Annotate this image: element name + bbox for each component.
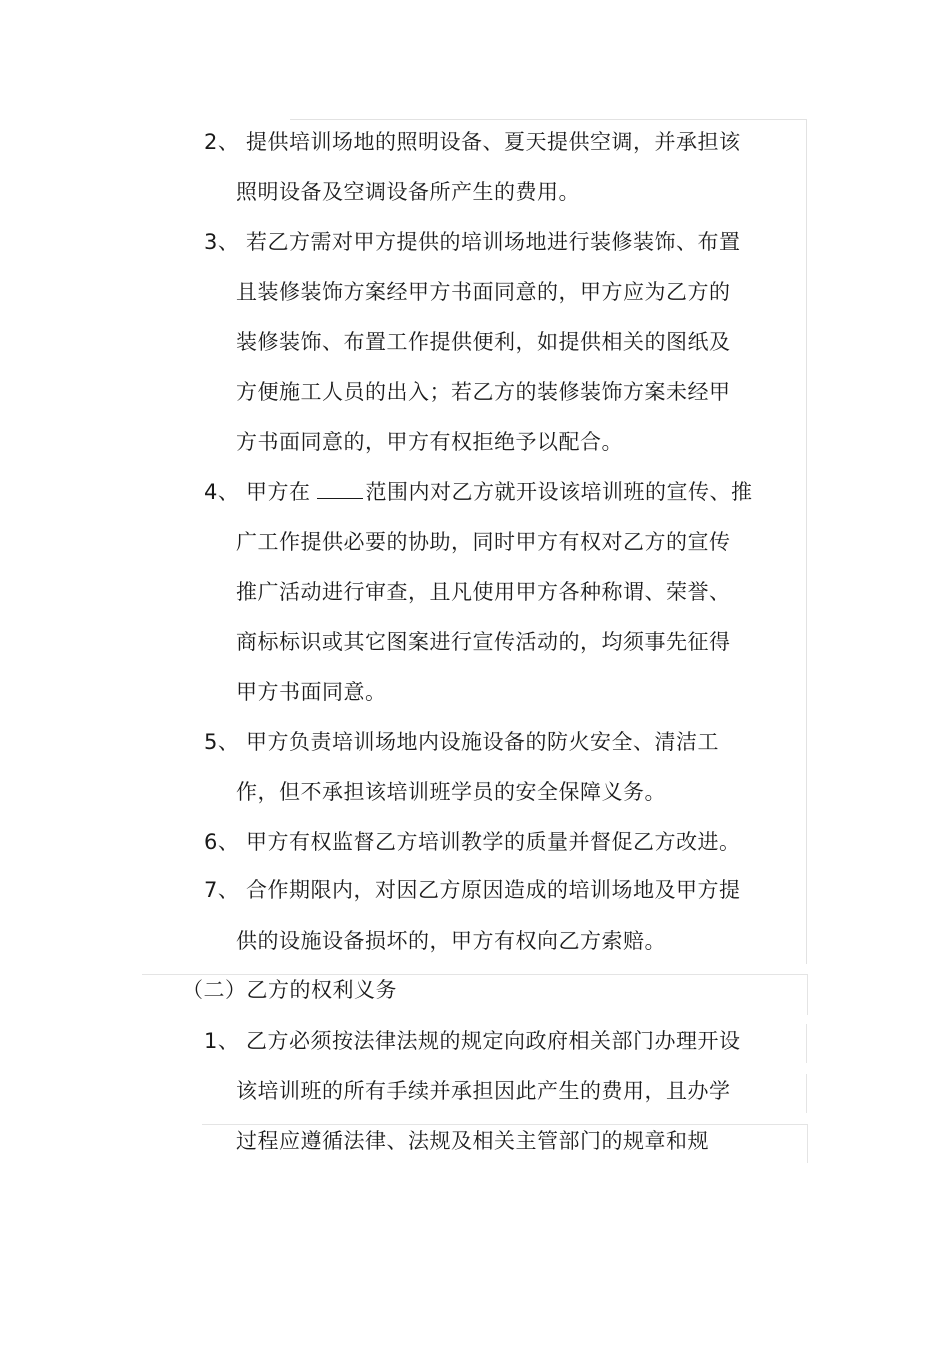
item-number: 1、	[204, 1029, 240, 1053]
item-number: 2、	[204, 130, 240, 154]
list-item-7-line-1	[204, 876, 741, 904]
page-border-top	[290, 119, 807, 120]
item-text: 甲方有权监督乙方培训教学的质量并督促乙方改进。	[246, 830, 741, 854]
list-item-2-line-1	[204, 128, 741, 156]
list-item-4-line-3: 推广活动进行审查，且凡使用甲方各种称谓、荣誉、	[236, 580, 731, 604]
list-item-3-line-5: 方书面同意的，甲方有权拒绝予以配合。	[236, 430, 623, 454]
list-item-b1-line-2: 该培训班的所有手续并承担因此产生的费用，且办学	[236, 1079, 731, 1103]
list-item-6-line-1	[204, 828, 741, 856]
item-text: 若乙方需对甲方提供的培训场地进行装修装饰、布置	[246, 230, 741, 254]
item-number: 4、	[204, 480, 240, 504]
page-border-right	[806, 119, 807, 964]
item-text: 甲方在	[246, 480, 311, 504]
list-item-3-line-3: 装修装饰、布置工作提供便利，如提供相关的图纸及	[236, 330, 731, 354]
list-item-5-line-2: 作，但不承担该培训班学员的安全保障义务。	[236, 780, 666, 804]
item-text: 提供培训场地的照明设备、夏天提供空调，并承担该	[246, 130, 741, 154]
line-border-2	[806, 1074, 807, 1113]
item-text: 甲方负责培训场地内设施设备的防火安全、清洁工	[246, 730, 719, 754]
line-border-1	[806, 1024, 807, 1063]
item-text: 乙方必须按法律法规的规定向政府相关部门办理开设	[246, 1029, 741, 1053]
fill-in-blank	[317, 480, 363, 499]
list-item-3-line-1	[204, 228, 741, 256]
list-item-7-line-2: 供的设施设备损坏的，甲方有权向乙方索赔。	[236, 929, 666, 953]
list-item-b1-line-1	[204, 1027, 741, 1055]
section-heading: （二）乙方的权利义务	[182, 978, 397, 1002]
list-item-3-line-2: 且装修装饰方案经甲方书面同意的，甲方应为乙方的	[236, 280, 731, 304]
item-text: 合作期限内，对因乙方原因造成的培训场地及甲方提	[246, 878, 741, 902]
list-item-4-line-4: 商标标识或其它图案进行宣传活动的，均须事先征得	[236, 630, 731, 654]
item-number: 3、	[204, 230, 240, 254]
list-item-4-line-5: 甲方书面同意。	[236, 680, 387, 704]
item-number: 7、	[204, 878, 240, 902]
list-item-5-line-1	[204, 728, 719, 756]
list-item-b1-line-3: 过程应遵循法律、法规及相关主管部门的规章和规	[236, 1129, 709, 1153]
list-item-2-line-2: 照明设备及空调设备所产生的费用。	[236, 180, 580, 204]
list-item-4-line-1	[204, 478, 753, 506]
list-item-3-line-4: 方便施工人员的出入；若乙方的装修装饰方案未经甲	[236, 380, 731, 404]
item-number: 6、	[204, 830, 240, 854]
list-item-4-line-2: 广工作提供必要的协助，同时甲方有权对乙方的宣传	[236, 530, 731, 554]
item-number: 5、	[204, 730, 240, 754]
item-text: 范围内对乙方就开设该培训班的宣传、推	[365, 480, 753, 504]
